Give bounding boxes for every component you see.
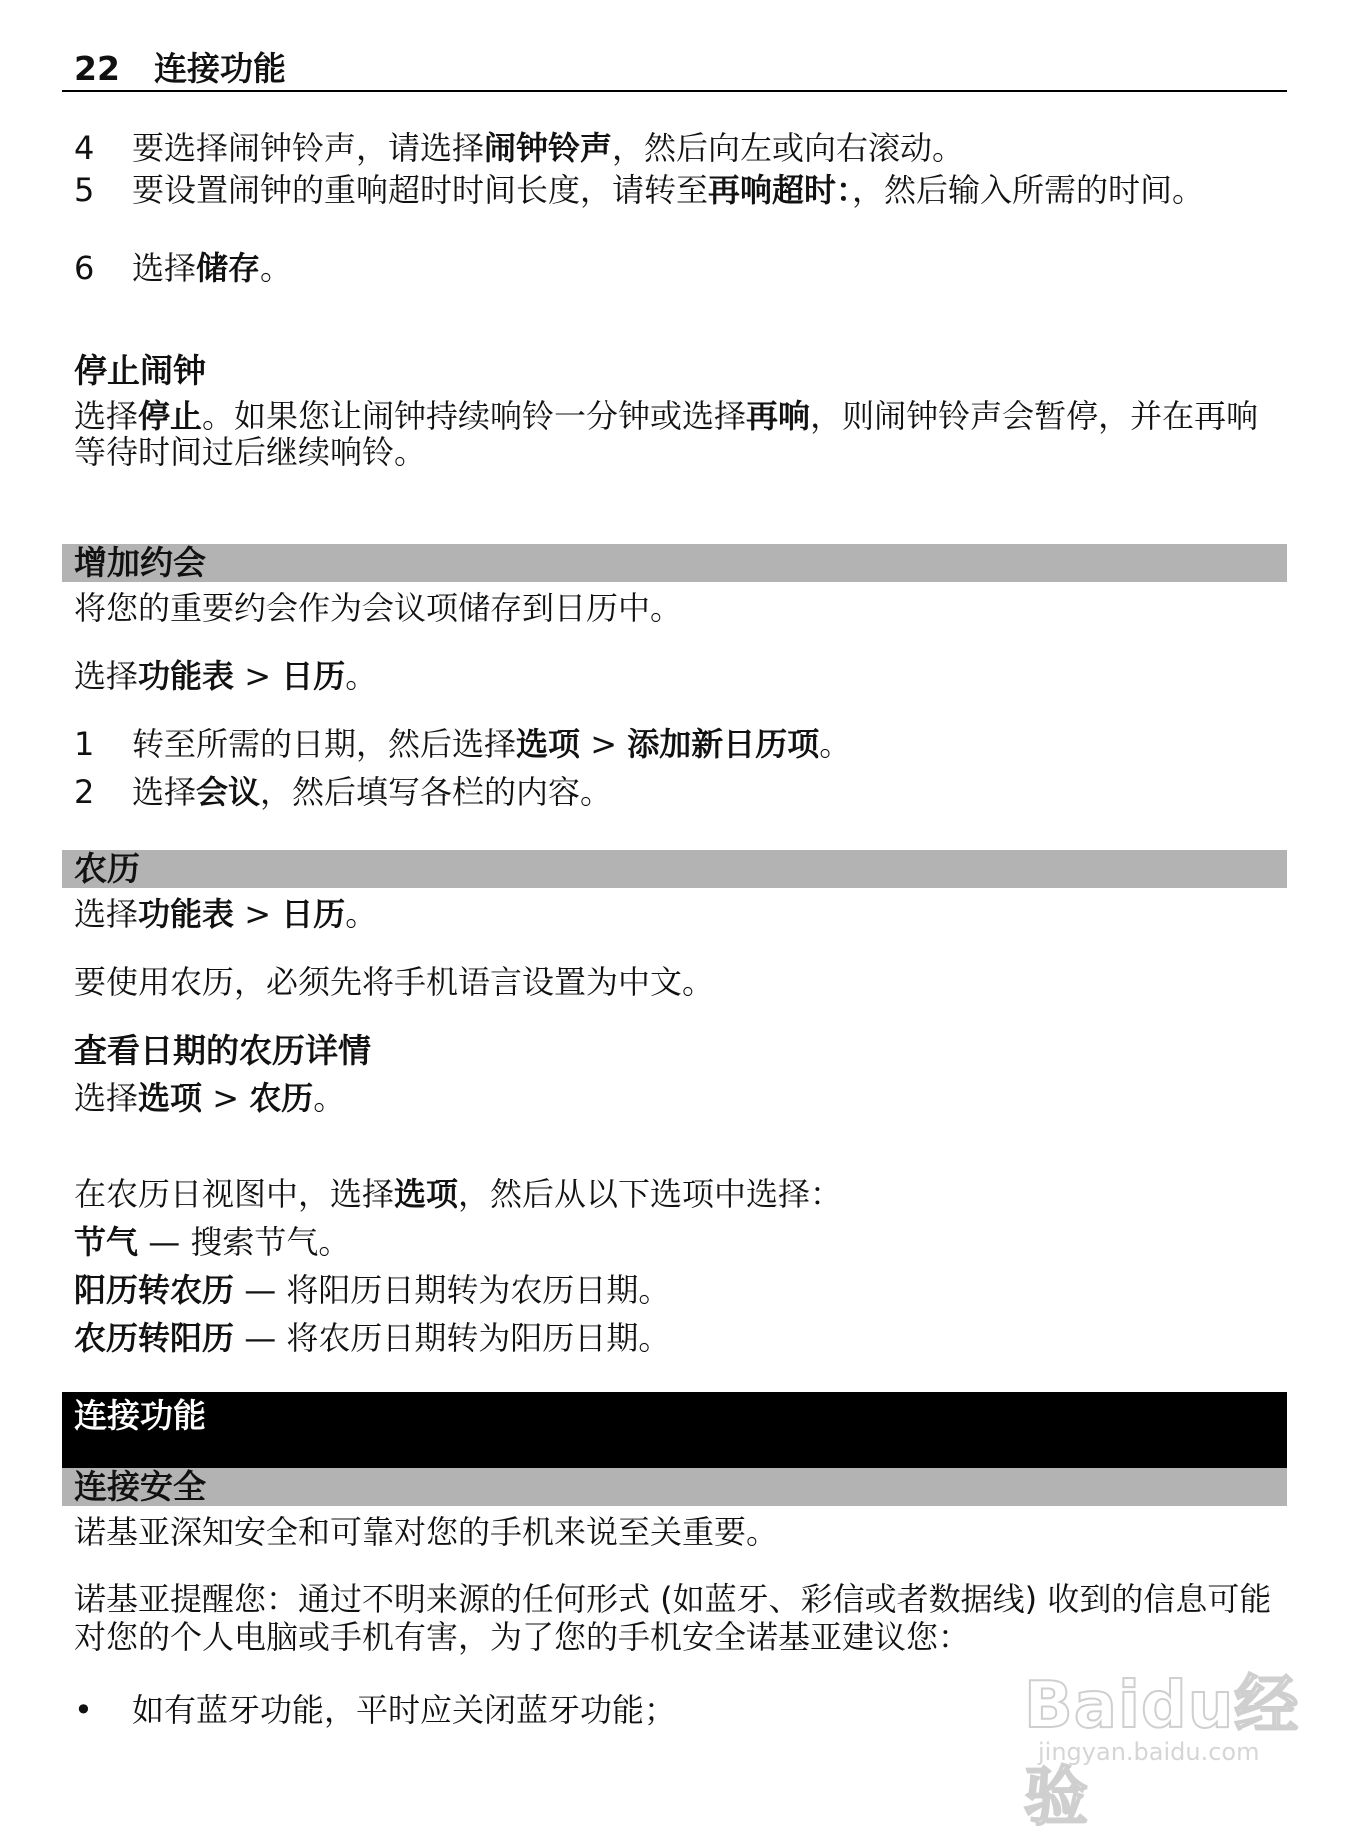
lunar-nav-path: 选择功能表 > 日历。 xyxy=(74,895,378,933)
step-number: 1 xyxy=(74,725,95,763)
section-bar-add-appointment xyxy=(62,544,1287,582)
section-bar-title: 农历 xyxy=(74,849,140,888)
step-number: 6 xyxy=(74,249,95,287)
step-number: 4 xyxy=(74,129,95,167)
option-desc: — 搜索节气。 xyxy=(138,1223,351,1261)
lunar-option-solar-to-lunar xyxy=(74,1270,1287,1311)
appointment-intro: 将您的重要约会作为会议项储存到日历中。 xyxy=(74,589,683,627)
step-text: ，然后输入所需的时间。 xyxy=(852,171,1205,209)
lunar-details-path: 选择选项 > 农历。 xyxy=(74,1079,346,1117)
bullet-icon: • xyxy=(74,1691,93,1729)
step-bold-term: 闹钟铃声 xyxy=(484,129,613,167)
step-number: 2 xyxy=(74,773,95,811)
lunar-option-lunar-to-solar xyxy=(74,1318,1287,1359)
section-bar-title: 连接安全 xyxy=(74,1467,206,1506)
option-desc: — 将农历日期转为阳历日期。 xyxy=(234,1319,671,1357)
section-title: 连接功能 xyxy=(154,49,286,88)
lunar-dayview-instruction: 在农历日视图中，选择选项，然后从以下选项中选择： xyxy=(74,1175,843,1213)
alarm-step-5 xyxy=(74,172,1287,208)
alarm-step-6 xyxy=(74,248,1287,288)
section-bar-lunar xyxy=(62,850,1287,888)
security-intro: 诺基亚深知安全和可靠对您的手机来说至关重要。 xyxy=(74,1513,779,1551)
step-number: 5 xyxy=(74,171,95,209)
lunar-details-heading: 查看日期的农历详情 xyxy=(74,1031,371,1070)
stop-alarm-text: 选择停止。如果您让闹钟持续响铃一分钟或选择再响，则闹钟铃声会暂停，并在再响等待时间过后继续响铃。 xyxy=(74,397,1259,471)
lunar-note: 要使用农历，必须先将手机语言设置为中文。 xyxy=(74,963,715,1001)
bullet-text: 如有蓝牙功能，平时应关闭蓝牙功能； xyxy=(132,1691,677,1729)
step-bold-term: 再响超时： xyxy=(708,171,853,209)
step-bold-term: 储存 xyxy=(196,249,261,287)
step-text: 要选择闹钟铃声，请选择 xyxy=(132,129,485,167)
watermark-url: jingyan.baidu.com xyxy=(1038,1738,1260,1766)
appointment-step-1: 1 转至所需的日期，然后选择选项 > 添加新日历项。 xyxy=(74,725,852,763)
chapter-title: 连接功能 xyxy=(74,1396,206,1435)
page-number: 22 xyxy=(74,49,120,88)
security-warning: 诺基亚提醒您：通过不明来源的任何形式 (如蓝牙、彩信或者数据线) 收到的信息可能对您的个人电脑或手机有害，为了您的手机安全诺基亚建议您： xyxy=(74,1580,1272,1656)
option-desc: — 将阳历日期转为农历日期。 xyxy=(234,1271,671,1309)
chapter-bar-connectivity xyxy=(62,1392,1287,1468)
section-bar-title: 增加约会 xyxy=(74,543,206,582)
step-text: 选择 xyxy=(132,249,197,287)
running-header xyxy=(62,48,1287,92)
step-text: 。 xyxy=(260,249,293,287)
option-name: 农历转阳历 xyxy=(74,1319,235,1357)
option-name: 节气 xyxy=(74,1223,139,1261)
step-text: 要设置闹钟的重响超时时间长度，请转至 xyxy=(132,171,709,209)
step-text: ，然后向左或向右滚动。 xyxy=(612,129,965,167)
lunar-option-solar-terms xyxy=(74,1222,1287,1263)
alarm-step-4 xyxy=(74,128,1287,168)
appointment-step-2: 2 选择会议，然后填写各栏的内容。 xyxy=(74,773,613,811)
appointment-nav-path: 选择功能表 > 日历。 xyxy=(74,657,378,695)
watermark-brand: Baidu经验 xyxy=(1024,1669,1300,1835)
option-name: 阳历转农历 xyxy=(74,1271,235,1309)
baidu-watermark xyxy=(1024,1648,1334,1835)
stop-alarm-heading: 停止闹钟 xyxy=(74,351,206,390)
section-bar-connection-security xyxy=(62,1468,1287,1506)
